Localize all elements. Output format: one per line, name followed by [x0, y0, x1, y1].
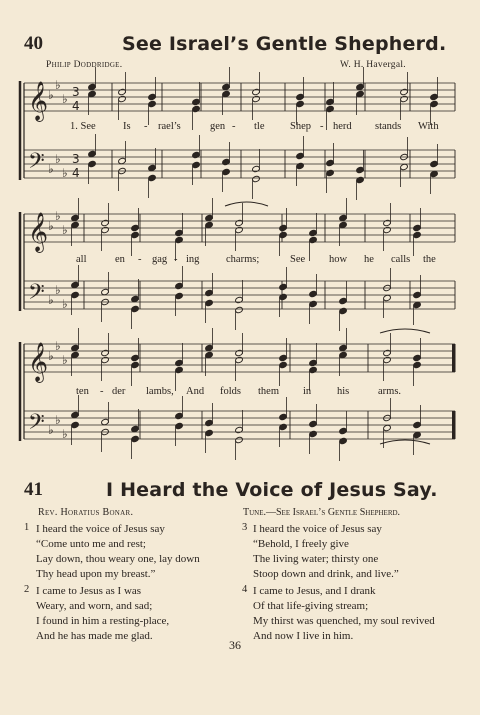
note-head	[279, 413, 288, 420]
lyric-syllable: herd	[333, 121, 352, 132]
note-head	[148, 164, 157, 171]
flat-icon: ♭	[48, 293, 54, 307]
note-head	[356, 90, 365, 97]
verse-line: And he has made me glad.	[36, 630, 153, 642]
lyric-syllable: his	[337, 386, 350, 397]
note-head	[296, 100, 305, 107]
lyric-syllable: -	[174, 254, 178, 265]
note-head	[413, 291, 422, 298]
hymn-41-title: I Heard the Voice of Jesus Say.	[106, 479, 438, 501]
verse-line: “Come unto me and rest;	[36, 538, 146, 550]
note-head	[222, 158, 231, 165]
note-head	[205, 221, 214, 228]
verse-line: Stoop down and drink, and live.”	[253, 568, 399, 580]
verse-number: 1	[24, 522, 30, 533]
note-head	[279, 224, 288, 231]
lyric-syllable: them	[258, 386, 279, 397]
note-head	[205, 214, 214, 221]
note-head	[235, 219, 244, 226]
bass-clef-icon: 𝄢	[28, 149, 45, 179]
slur	[225, 202, 268, 206]
flat-icon: ♭	[62, 166, 68, 180]
time-signature-bottom: 4	[72, 99, 80, 113]
note-head	[413, 431, 422, 438]
verse-line: Thy head upon my breast.”	[36, 568, 156, 580]
note-head	[235, 436, 244, 443]
verse-line: Weary, and worn, and sad;	[36, 600, 153, 612]
lyric-syllable: See	[290, 254, 306, 265]
note-head	[101, 219, 110, 226]
note-head	[205, 429, 214, 436]
note-head	[148, 93, 157, 100]
lyric-syllable: folds	[220, 386, 241, 397]
note-head	[296, 162, 305, 169]
flat-icon: ♭	[55, 283, 61, 297]
lyric-syllable: ing	[186, 254, 200, 265]
note-head	[131, 231, 140, 238]
note-head	[205, 299, 214, 306]
note-head	[101, 349, 110, 356]
lyric-syllable: -	[138, 254, 142, 265]
note-head	[309, 236, 318, 243]
hymn-40-title: See Israel’s Gentle Shepherd.	[122, 33, 447, 55]
note-head	[118, 157, 127, 164]
note-head	[131, 305, 140, 312]
lyric-syllable: gen	[210, 121, 226, 132]
note-head	[175, 359, 184, 366]
verse-line: I found in him a resting-place,	[36, 615, 170, 627]
note-head	[339, 307, 348, 314]
time-signature-top: 3	[72, 152, 80, 166]
note-head	[383, 226, 392, 233]
bass-clef-icon: 𝄢	[28, 280, 45, 310]
note-head	[71, 351, 80, 358]
verse-line: My thirst was quenched, my soul revived	[253, 615, 435, 627]
flat-icon: ♭	[48, 88, 54, 102]
note-head	[339, 214, 348, 221]
note-head	[252, 175, 261, 182]
hymn-41-author: Rev. Horatius Bonar.	[38, 507, 134, 518]
note-head	[192, 105, 201, 112]
verse-number: 4	[242, 584, 248, 595]
note-head	[71, 344, 80, 351]
lyric-syllable: arms.	[378, 386, 402, 397]
note-head	[309, 290, 318, 297]
note-head	[148, 174, 157, 181]
note-head	[326, 169, 335, 176]
verse-line: And now I live in him.	[253, 630, 354, 642]
note-head	[400, 163, 409, 170]
note-head	[252, 165, 261, 172]
note-head	[339, 297, 348, 304]
lyric-syllable: how	[329, 254, 348, 265]
note-head	[339, 351, 348, 358]
note-head	[88, 90, 97, 97]
note-head	[413, 301, 422, 308]
lyric-syllable: rael’s	[158, 121, 181, 132]
note-head	[309, 229, 318, 236]
note-head	[88, 150, 97, 157]
note-head	[279, 361, 288, 368]
lyric-syllable: lambs,	[146, 386, 174, 397]
note-head	[339, 437, 348, 444]
note-head	[279, 293, 288, 300]
note-head	[279, 354, 288, 361]
bass-clef-icon: 𝄢	[28, 410, 45, 440]
note-head	[101, 418, 110, 425]
treble-clef-icon: 𝄞	[28, 81, 49, 121]
note-head	[88, 83, 97, 90]
note-head	[235, 426, 244, 433]
lyric-syllable: Is	[123, 121, 131, 132]
note-head	[131, 354, 140, 361]
flat-icon: ♭	[55, 209, 61, 223]
note-head	[413, 361, 422, 368]
note-head	[101, 288, 110, 295]
hymn-41-tune-reference: Tune.—See Israel’s Gentle Shepherd.	[243, 507, 401, 518]
note-head	[400, 95, 409, 102]
note-head	[356, 166, 365, 173]
note-head	[71, 291, 80, 298]
lyric-syllable: he	[364, 254, 374, 265]
note-head	[326, 98, 335, 105]
verse-line: I heard the voice of Jesus say	[253, 523, 382, 535]
note-head	[175, 282, 184, 289]
note-head	[88, 160, 97, 167]
lyric-syllable: stands	[375, 121, 402, 132]
page-number: 36	[229, 638, 241, 652]
lyric-syllable: the	[423, 254, 436, 265]
flat-icon: ♭	[62, 223, 68, 237]
verse-number: 3	[242, 522, 248, 533]
note-head	[175, 412, 184, 419]
verse-line: I came to Jesus as I was	[36, 585, 142, 597]
note-head	[71, 411, 80, 418]
verse-line: I came to Jesus, and I drank	[253, 585, 376, 597]
note-head	[71, 421, 80, 428]
note-head	[309, 430, 318, 437]
note-head	[309, 420, 318, 427]
note-head	[279, 423, 288, 430]
note-head	[222, 83, 231, 90]
flat-icon: ♭	[48, 219, 54, 233]
note-head	[279, 283, 288, 290]
note-head	[175, 422, 184, 429]
slur	[380, 440, 430, 444]
note-head	[192, 151, 201, 158]
note-head	[205, 419, 214, 426]
flat-icon: ♭	[62, 353, 68, 367]
hymn-40-number: 40	[24, 33, 43, 54]
note-head	[413, 224, 422, 231]
flat-icon: ♭	[55, 413, 61, 427]
lyric-syllable: charms;	[226, 254, 260, 265]
note-head	[430, 93, 439, 100]
note-head	[430, 100, 439, 107]
note-head	[326, 159, 335, 166]
lyric-syllable: -	[232, 121, 236, 132]
note-head	[235, 226, 244, 233]
lyric-syllable: 1. See	[70, 121, 96, 132]
note-head	[222, 168, 231, 175]
verse-line: Of that life-giving stream;	[253, 600, 369, 612]
note-head	[252, 88, 261, 95]
treble-clef-icon: 𝄞	[28, 212, 49, 252]
note-head	[279, 231, 288, 238]
verse-line: The living water; thirsty one	[253, 553, 379, 565]
verse-number: 2	[24, 584, 30, 595]
note-head	[71, 281, 80, 288]
note-head	[148, 100, 157, 107]
treble-clef-icon: 𝄞	[28, 342, 49, 382]
note-head	[413, 421, 422, 428]
note-head	[252, 95, 261, 102]
note-head	[400, 88, 409, 95]
final-bar	[452, 344, 456, 372]
note-head	[235, 296, 244, 303]
note-head	[413, 354, 422, 361]
note-head	[131, 224, 140, 231]
note-head	[383, 356, 392, 363]
lyric-syllable: ten	[76, 386, 89, 397]
lyric-syllable: -	[100, 386, 104, 397]
verse-line: “Behold, I freely give	[253, 538, 349, 550]
note-head	[339, 427, 348, 434]
lyric-syllable: calls	[391, 254, 411, 265]
flat-icon: ♭	[62, 92, 68, 106]
note-head	[175, 366, 184, 373]
note-head	[383, 424, 392, 431]
note-head	[383, 294, 392, 301]
hymn-40-author: Philip Doddridge.	[46, 60, 123, 70]
verse-line: Lay down, thou weary one, lay down	[36, 553, 200, 565]
note-head	[205, 344, 214, 351]
flat-icon: ♭	[55, 339, 61, 353]
slur	[380, 329, 430, 333]
note-head	[309, 359, 318, 366]
note-head	[222, 90, 231, 97]
note-head	[326, 105, 335, 112]
note-head	[235, 306, 244, 313]
verse-line: I heard the voice of Jesus say	[36, 523, 165, 535]
note-head	[356, 83, 365, 90]
note-head	[101, 356, 110, 363]
note-head	[356, 176, 365, 183]
note-head	[296, 152, 305, 159]
note-head	[339, 344, 348, 351]
note-head	[175, 292, 184, 299]
flat-icon: ♭	[62, 427, 68, 441]
note-head	[131, 435, 140, 442]
note-head	[383, 349, 392, 356]
note-head	[101, 226, 110, 233]
flat-icon: ♭	[55, 78, 61, 92]
lyric-syllable: all	[76, 254, 87, 265]
hymn-40-composer: W. H. Havergal.	[340, 60, 406, 70]
flat-icon: ♭	[48, 423, 54, 437]
note-head	[296, 93, 305, 100]
lyric-syllable: tle	[254, 121, 265, 132]
note-head	[175, 236, 184, 243]
note-head	[309, 366, 318, 373]
note-head	[309, 300, 318, 307]
note-head	[118, 88, 127, 95]
lyric-syllable: -	[144, 121, 148, 132]
note-head	[192, 161, 201, 168]
note-head	[131, 295, 140, 302]
note-head	[205, 351, 214, 358]
flat-icon: ♭	[48, 349, 54, 363]
final-bar	[452, 411, 456, 439]
note-head	[430, 170, 439, 177]
lyric-syllable: Shep	[290, 121, 311, 132]
flat-icon: ♭	[48, 162, 54, 176]
time-signature-top: 3	[72, 85, 80, 99]
note-head	[413, 231, 422, 238]
flat-icon: ♭	[62, 297, 68, 311]
lyric-syllable: in	[303, 386, 312, 397]
time-signature-bottom: 4	[72, 166, 80, 180]
lyric-syllable: gag	[152, 254, 168, 265]
note-head	[118, 95, 127, 102]
note-head	[339, 221, 348, 228]
note-head	[235, 356, 244, 363]
note-head	[235, 349, 244, 356]
hymn-41-number: 41	[24, 479, 43, 500]
lyric-syllable: der	[112, 386, 126, 397]
note-head	[71, 221, 80, 228]
note-head	[383, 219, 392, 226]
note-head	[131, 425, 140, 432]
lyric-syllable: With	[418, 121, 439, 132]
note-head	[192, 98, 201, 105]
note-head	[205, 289, 214, 296]
note-head	[175, 229, 184, 236]
note-head	[71, 214, 80, 221]
lyric-syllable: -	[320, 121, 324, 132]
note-head	[131, 361, 140, 368]
lyric-syllable: en	[115, 254, 125, 265]
note-head	[430, 160, 439, 167]
flat-icon: ♭	[55, 152, 61, 166]
lyric-syllable: And	[186, 386, 205, 397]
